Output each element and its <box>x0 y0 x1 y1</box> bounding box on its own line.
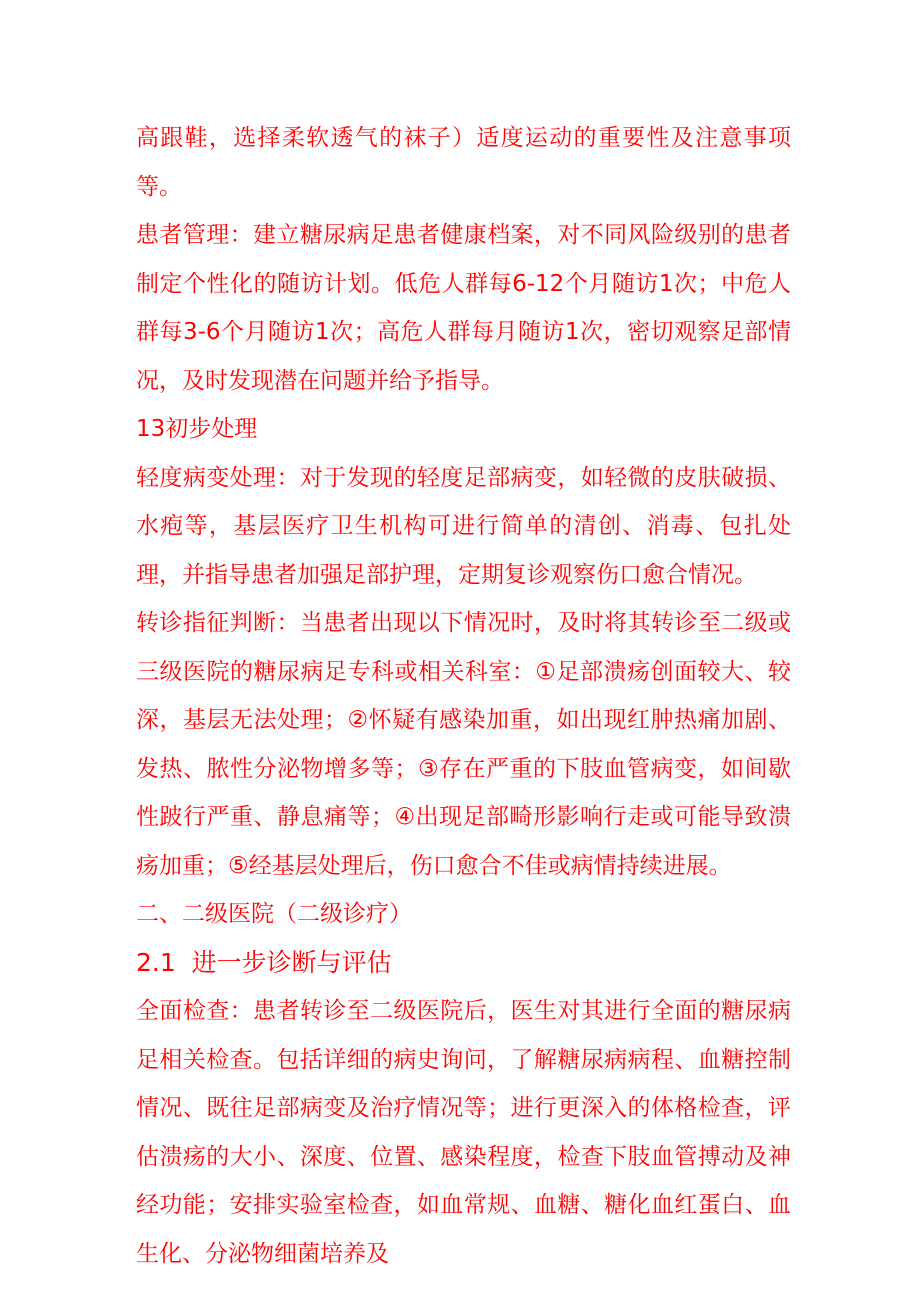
document-body <box>136 114 791 1278</box>
paragraph-referral-indications: 转诊指征判断：当患者出现以下情况时，及时将其转诊至二级或三级医院的糖尿病足专科或相关科室：①足部溃疡创面较大、较深，基层无法处理；②怀疑有感染加重，如出现红肿热痛加剧、发热、脓性分泌物增多等；③存在严重的下肢血管病变，如间歇性跛行严重、静息痛等；④出现足部畸形影响行走或可能导致溃疡加重；⑤经基层处理后，伤口愈合不佳或病情持续进展。 <box>136 610 791 879</box>
paragraph-mild-lesion-treatment: 轻度病变处理：对于发现的轻度足部病变，如轻微的皮肤破损、水疱等，基层医疗卫生机构可进行简单的清创、消毒、包扎处理，并指导患者加强足部护理，定期复诊观察伤口愈合情况。 <box>136 464 791 588</box>
section-heading-secondary-hospital: 二、二级医院（二级诊疗） <box>136 901 412 927</box>
paragraph-comprehensive-exam: 全面检查：患者转诊至二级医院后，医生对其进行全面的糖尿病足相关检查。包括详细的病史询问，了解糖尿病病程、血糖控制情况、既往足部病变及治疗情况等；进行更深入的体格检查，评估溃疡的大小、深度、位置、感染程度，检查下肢血管搏动及神经功能；安排实验室检查，如血常规、血糖、糖化血红蛋白、血生化、分泌物细菌培养及 <box>136 998 791 1267</box>
section-heading-initial-treatment: 13初步处理 <box>136 416 258 442</box>
paragraph-footwear-advice: 高跟鞋，选择柔软透气的袜子）适度运动的重要性及注意事项等。 <box>136 125 791 200</box>
paragraph-patient-management: 患者管理：建立糖尿病足患者健康档案，对不同风险级别的患者制定个性化的随访计划。低危人群每6-12个月随访1次；中危人群每3-6个月随访1次；高危人群每月随访1次，密切观察足部情况，及时发现潜在问题并给予指导。 <box>136 222 791 394</box>
section-heading-further-diagnosis: 2.1 进一步诊断与评估 <box>136 947 392 977</box>
